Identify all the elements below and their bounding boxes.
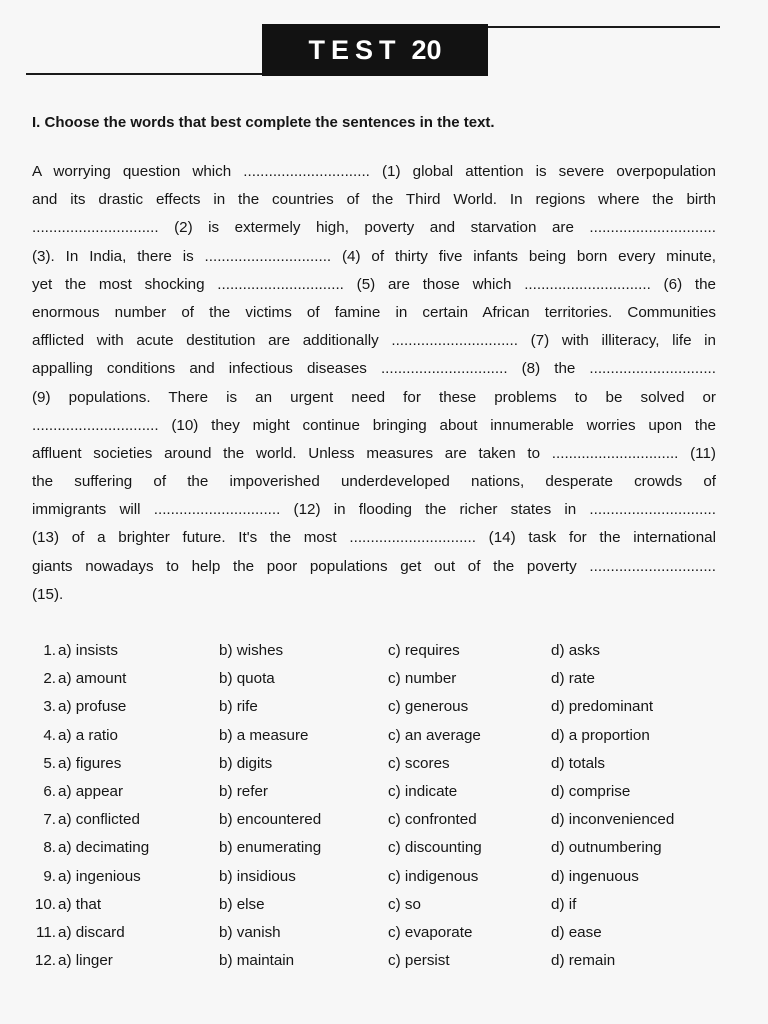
title-number: 20 xyxy=(411,34,442,65)
option-row xyxy=(32,891,732,919)
option-b: b) a measure xyxy=(219,726,309,744)
passage-line: (15). xyxy=(32,585,64,603)
option-a: a) appear xyxy=(58,782,124,800)
option-row xyxy=(32,750,732,778)
option-d: d) rate xyxy=(551,670,595,688)
answer-options-list xyxy=(32,637,732,975)
option-a: a) amount xyxy=(58,670,127,688)
option-b: b) else xyxy=(219,895,265,913)
option-d: d) asks xyxy=(551,642,600,659)
option-c: c) evaporate xyxy=(388,923,473,941)
option-b: b) refer xyxy=(219,782,268,800)
option-c: c) scores xyxy=(388,754,450,772)
option-c: c) an average xyxy=(388,726,481,744)
option-a: a) figures xyxy=(58,754,122,772)
question-number: 6. xyxy=(43,782,56,800)
option-b: b) vanish xyxy=(219,923,281,941)
option-row xyxy=(32,919,732,947)
passage-line: yet the most shocking .............................. (5) are those which .............................. (6) the xyxy=(32,275,716,293)
option-a: a) discard xyxy=(58,923,125,941)
option-a: a) decimating xyxy=(58,839,150,857)
option-c: c) confronted xyxy=(388,811,477,829)
option-c: c) so xyxy=(388,895,421,913)
option-a: a) that xyxy=(58,895,102,913)
question-number: 8. xyxy=(43,839,56,857)
option-d: d) ease xyxy=(551,923,602,941)
option-d: d) remain xyxy=(551,952,616,970)
passage-line: A worrying question which .............................. (1) global attention is severe overpopulation xyxy=(32,163,716,180)
option-b: b) encountered xyxy=(219,811,322,829)
passage-line: (9) populations. There is an urgent need for these problems to be solved or xyxy=(32,388,716,406)
passage-line: afflicted with acute destitution are additionally .............................. (7) with illiteracy, life in xyxy=(32,332,716,350)
option-a: a) conflicted xyxy=(58,811,140,829)
option-d: d) ingenuous xyxy=(551,867,639,885)
cloze-passage xyxy=(32,158,716,609)
header-rule-left xyxy=(26,73,262,75)
option-b: b) insidious xyxy=(219,867,296,885)
option-b: b) enumerating xyxy=(219,839,322,857)
option-row xyxy=(32,665,732,693)
option-b: b) wishes xyxy=(219,642,284,659)
option-row xyxy=(32,722,732,750)
page-title xyxy=(262,24,488,76)
passage-line: appalling conditions and infectious diseases .............................. (8) the .............................. xyxy=(32,360,716,378)
question-number: 9. xyxy=(43,867,56,885)
option-row xyxy=(32,778,732,806)
option-d: d) predominant xyxy=(551,698,654,716)
passage-line: immigrants will .............................. (12) in flooding the richer states in .............................. xyxy=(32,501,716,519)
option-c: c) discounting xyxy=(388,839,482,857)
option-row xyxy=(32,637,732,665)
passage-line: .............................. (2) is extermely high, poverty and starvation are .............................. xyxy=(32,219,716,237)
question-number: 12. xyxy=(34,952,56,970)
question-number: 1. xyxy=(43,642,56,659)
option-a: a) linger xyxy=(58,952,113,970)
passage-line: giants nowadays to help the poor populations get out of the poverty .............................. xyxy=(32,557,716,575)
question-number: 7. xyxy=(43,811,56,829)
option-row xyxy=(32,863,732,891)
passage-line: the suffering of the impoverished underdeveloped nations, desperate crowds of xyxy=(32,473,716,491)
option-a: a) ingenious xyxy=(58,867,141,885)
question-number: 10. xyxy=(34,895,56,913)
option-row xyxy=(32,693,732,721)
option-c: c) indicate xyxy=(388,782,458,800)
passage-line: (3). In India, there is .............................. (4) of thirty five infants being born every minute, xyxy=(32,247,716,265)
option-b: b) maintain xyxy=(219,952,295,970)
passage-line: enormous number of the victims of famine in certain African territories. Communities xyxy=(32,303,716,321)
header-rule-right xyxy=(488,26,720,28)
option-row xyxy=(32,947,732,975)
option-d: d) comprise xyxy=(551,782,631,800)
question-number: 5. xyxy=(43,754,56,772)
passage-line: (13) of a brighter future. It's the most .............................. (14) task for the international xyxy=(32,529,716,547)
option-c: c) number xyxy=(388,670,457,688)
option-c: c) generous xyxy=(388,698,469,716)
option-d: d) totals xyxy=(551,754,606,772)
option-row xyxy=(32,834,732,862)
option-b: b) digits xyxy=(219,754,273,772)
passage-line: affluent societies around the world. Unless measures are taken to .............................. (11) xyxy=(32,444,716,462)
section-instruction: I. Choose the words that best complete the sentences in the text. xyxy=(32,114,495,131)
option-c: c) requires xyxy=(388,642,460,659)
option-a: a) insists xyxy=(58,642,118,659)
passage-line: and its drastic effects in the countries of the Third World. In regions where the birth xyxy=(32,191,716,209)
option-d: d) a proportion xyxy=(551,726,650,744)
option-b: b) rife xyxy=(219,698,258,716)
option-a: a) profuse xyxy=(58,698,127,716)
option-row xyxy=(32,806,732,834)
passage-line: .............................. (10) they might continue bringing about innumerable worries upon the xyxy=(32,416,716,434)
question-number: 3. xyxy=(43,698,56,716)
question-number: 2. xyxy=(43,670,56,688)
option-c: c) indigenous xyxy=(388,867,479,885)
option-c: c) persist xyxy=(388,952,450,970)
option-d: d) inconvenienced xyxy=(551,811,675,829)
option-d: d) if xyxy=(551,895,577,913)
option-a: a) a ratio xyxy=(58,726,118,744)
option-b: b) quota xyxy=(219,670,275,688)
question-number: 4. xyxy=(43,726,56,744)
title-word: TEST xyxy=(308,34,402,65)
question-number: 11. xyxy=(36,923,56,941)
option-d: d) outnumbering xyxy=(551,839,662,857)
